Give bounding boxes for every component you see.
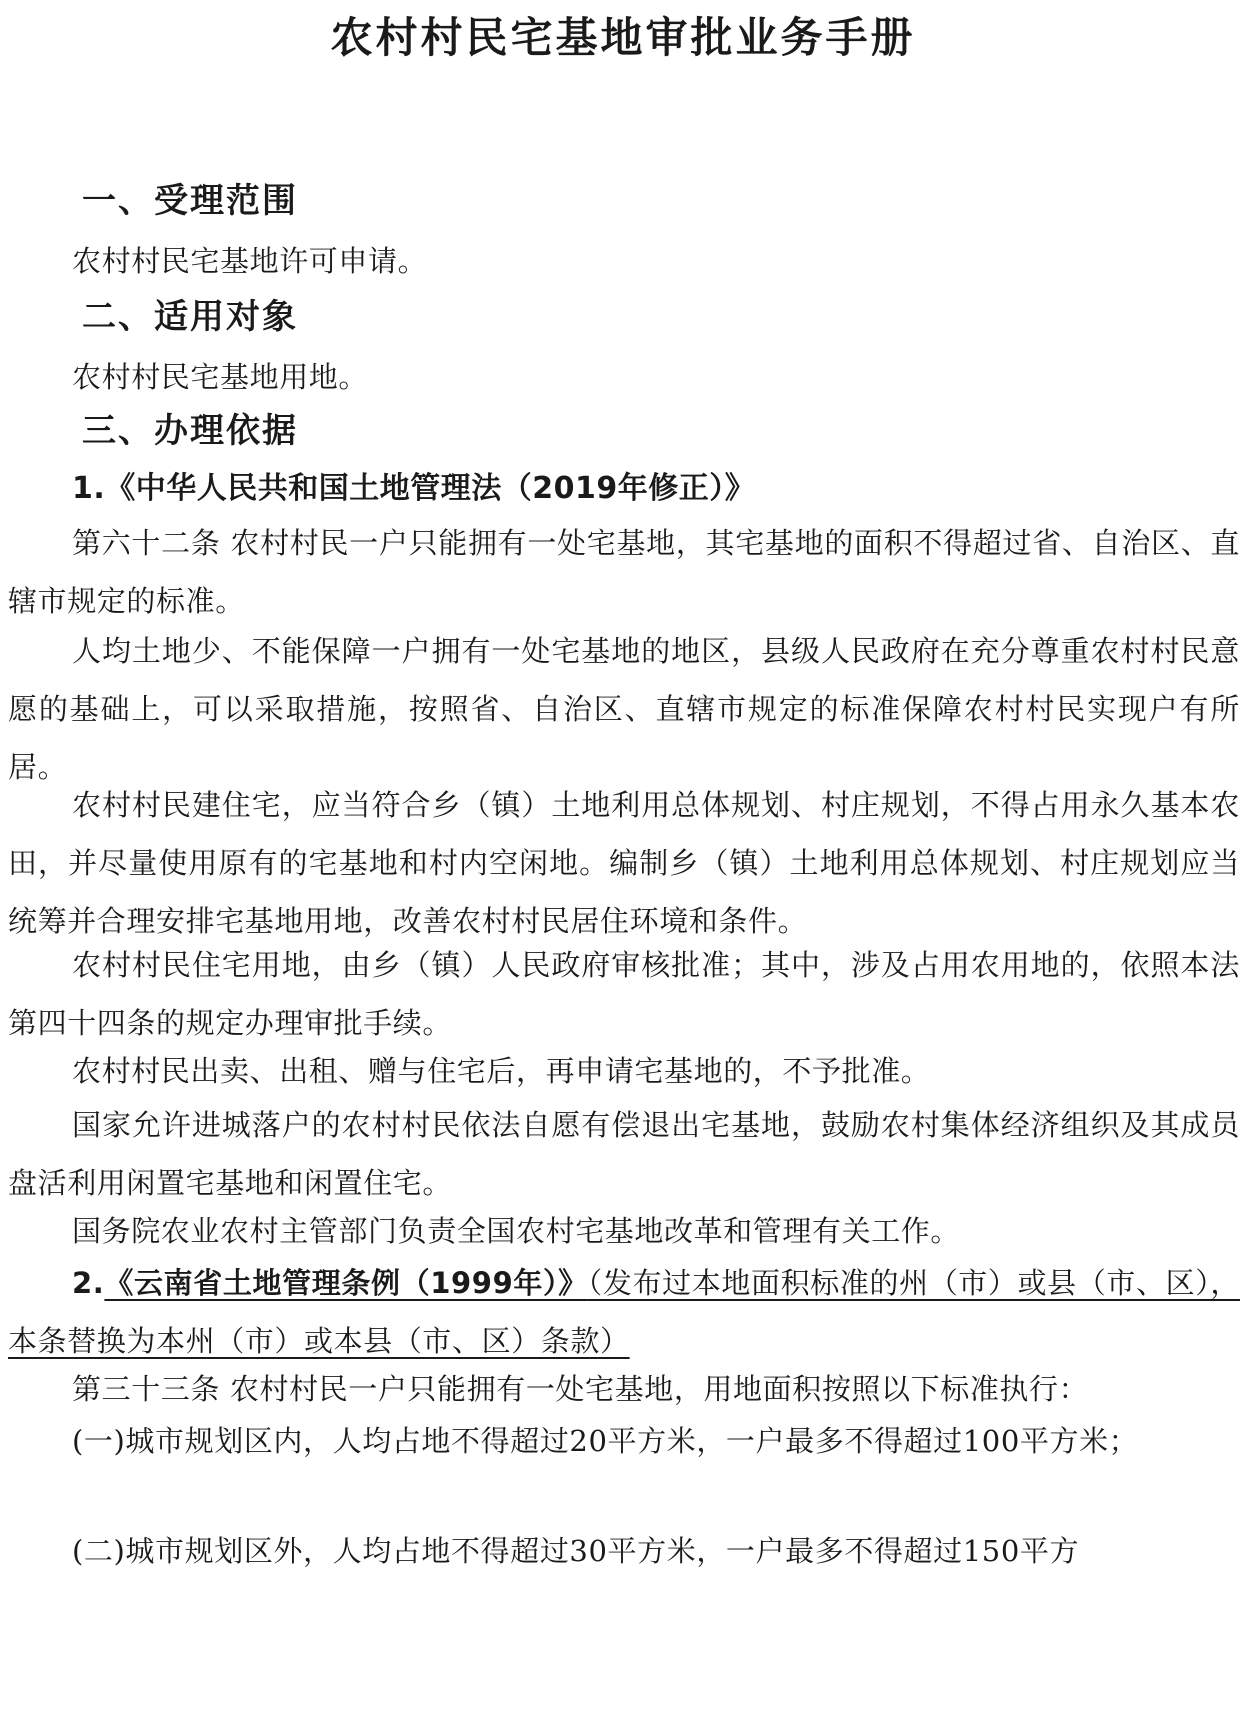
law2-paragraph: 第三十三条 农村村民一户只能拥有一处宅基地，用地面积按照以下标准执行： [72,1372,1089,1406]
law1-paragraph: 农村村民出卖、出租、赠与住宅后，再申请宅基地的，不予批准。 [72,1054,931,1088]
law2-note: （发布过本地面积标准的州（市）或县（市、区），本条替换为本州（市）或本县（市、区）条款） [8,1266,1240,1358]
law2-paragraph: (一)城市规划区内，人均占地不得超过20平方米，一户最多不得超过100平方米； [72,1424,1139,1458]
section-heading-basis: 三、办理依据 [82,411,298,451]
law1-title: 1.《中华人民共和国土地管理法（2019年修正）》 [72,471,756,506]
law2-number: 2. [72,1266,105,1300]
law1-paragraph: 国务院农业农村主管部门负责全国农村宅基地改革和管理有关工作。 [72,1214,961,1248]
section-text-applicable: 农村村民宅基地用地。 [72,360,369,394]
law1-paragraph: 农村村民住宅用地，由乡（镇）人民政府审核批准；其中，涉及占用农用地的，依照本法第四十四条的规定办理审批手续。 [8,948,1240,1040]
law1-paragraph: 农村村民建住宅，应当符合乡（镇）土地利用总体规划、村庄规划，不得占用永久基本农田，并尽量使用原有的宅基地和村内空闲地。编制乡（镇）土地利用总体规划、村庄规划应当统筹并合理安排宅基地用地，改善农村村民居住环境和条件。 [8,788,1240,938]
section-text-scope: 农村村民宅基地许可申请。 [72,244,428,278]
law1-paragraph: 人均土地少、不能保障一户拥有一处宅基地的地区，县级人民政府在充分尊重农村村民意愿的基础上，可以采取措施，按照省、自治区、直辖市规定的标准保障农村村民实现户有所居。 [8,634,1240,784]
section-heading-applicable: 二、适用对象 [82,297,298,337]
law2-title: 《云南省土地管理条例（1999年）》 [104,1266,588,1300]
law1-paragraph: 国家允许进城落户的农村村民依法自愿有偿退出宅基地，鼓励农村集体经济组织及其成员盘活利用闲置宅基地和闲置住宅。 [8,1108,1240,1200]
law1-paragraph: 第六十二条 农村村民一户只能拥有一处宅基地，其宅基地的面积不得超过省、自治区、直辖市规定的标准。 [8,526,1240,618]
section-heading-scope: 一、受理范围 [82,181,298,221]
law2-paragraph: (二)城市规划区外，人均占地不得超过30平方米，一户最多不得超过150平方 [72,1534,1080,1568]
law2-heading-block [8,1254,1240,1370]
document-title: 农村村民宅基地审批业务手册 [330,13,916,62]
